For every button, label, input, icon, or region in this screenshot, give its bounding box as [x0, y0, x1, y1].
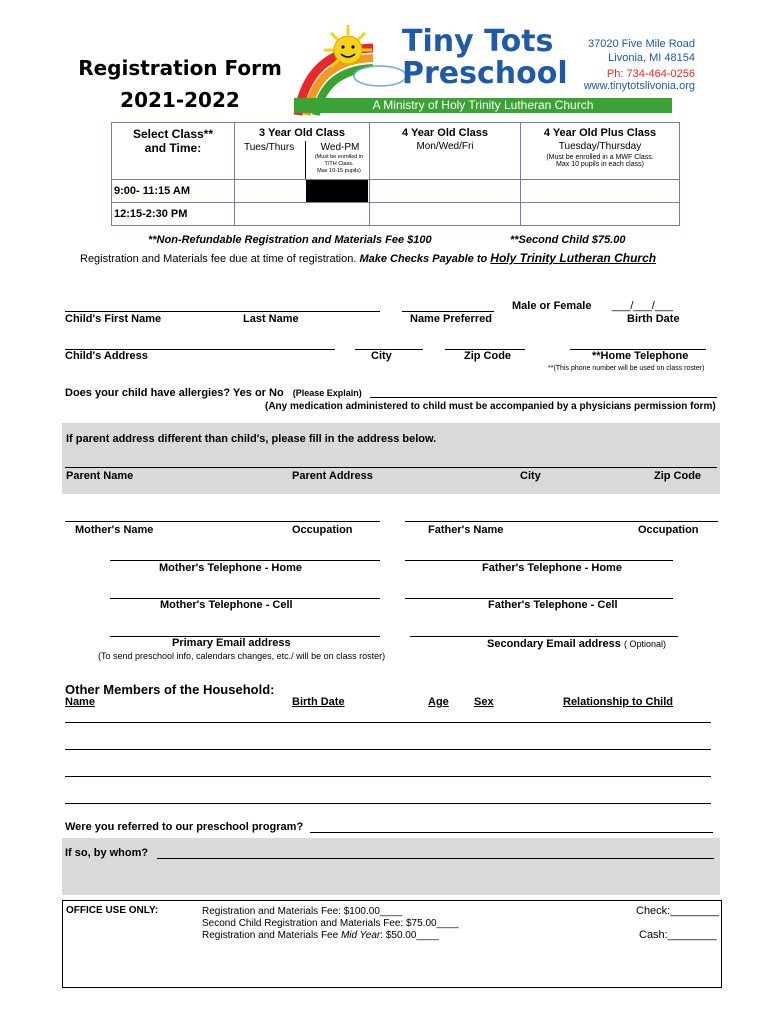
child-last-name-label: Last Name	[243, 313, 299, 325]
parent-address-label: Parent Address	[292, 470, 373, 482]
office-fee-3-midyear: Mid Year	[340, 930, 381, 941]
mother-occupation-label: Occupation	[292, 524, 353, 536]
school-website[interactable]: www.tinytotslivonia.org	[583, 80, 695, 92]
three-year-header	[235, 123, 370, 180]
household-birth-header: Birth Date	[292, 696, 345, 708]
school-address-2: Livonia, MI 48154	[608, 52, 695, 64]
office-use-label: OFFICE USE ONLY:	[66, 905, 159, 916]
optional-label: ( Optional)	[623, 639, 666, 649]
four-year-title: 4 Year Old Class	[401, 127, 489, 139]
father-occupation-label: Occupation	[638, 524, 699, 536]
parent-address-intro: If parent address different than child's, please fill in the address below.	[66, 433, 437, 445]
parent-city-label: City	[520, 470, 541, 482]
office-fee-3-a: Registration and Materials Fee	[202, 930, 339, 941]
parent-address-line[interactable]	[65, 467, 717, 468]
four-year-header	[370, 123, 521, 180]
primary-email-label: Primary Email address	[172, 637, 291, 649]
school-phone: Ph: 734-464-0256	[606, 68, 695, 80]
form-title: Registration Form	[78, 56, 282, 80]
male-female-label: Male or Female	[512, 300, 592, 312]
household-row-2[interactable]	[65, 749, 711, 750]
mother-line[interactable]	[65, 521, 380, 522]
four-plus-days: Tuesday/Thursday	[558, 141, 642, 152]
household-relationship-header: Relationship to Child	[563, 696, 673, 708]
mother-home-line[interactable]	[110, 560, 380, 561]
referral-section	[62, 838, 720, 895]
household-row-4[interactable]	[65, 803, 711, 804]
three-year-pm-cell[interactable]	[235, 203, 370, 226]
name-preferred-line[interactable]	[402, 311, 494, 312]
four-plus-note-1: (Must be enrolled in a MWF Class.	[546, 154, 654, 161]
referral-question: Were you referred to our preschool program?	[65, 821, 304, 833]
four-plus-pm-cell[interactable]	[521, 203, 680, 226]
referral-line[interactable]	[310, 832, 713, 833]
logo-tiny-tots: Tiny Tots	[402, 24, 554, 59]
child-address-label: Child's Address	[65, 350, 148, 362]
fee-due-text: Registration and Materials fee due at time of registration.	[80, 253, 357, 265]
email-usage-note: (To send preschool info, calendars changes, etc./ will be on class roster)	[98, 651, 386, 661]
child-first-name-label: Child's First Name	[65, 313, 162, 325]
referral-by-whom: If so, by whom?	[65, 847, 149, 859]
three-year-days-a: Tues/Thurs	[244, 142, 295, 153]
four-year-pm-cell[interactable]	[370, 203, 521, 226]
father-cell-label: Father's Telephone - Cell	[488, 599, 618, 611]
four-plus-note-2: Max 10 pupils in each class)	[556, 161, 644, 168]
mother-cell-label: Mother's Telephone - Cell	[160, 599, 293, 611]
allergies-question: Does your child have allergies? Yes or No	[65, 387, 284, 399]
office-fee-3-c: : $50.00____	[380, 930, 439, 941]
allergies-line[interactable]	[370, 397, 717, 398]
mothers-name-label: Mother's Name	[75, 524, 154, 536]
name-preferred-label: Name Preferred	[410, 313, 492, 325]
checks-payable: Make Checks Payable to	[359, 253, 488, 265]
three-year-am-cell[interactable]	[235, 180, 370, 203]
phone-roster-note: **(This phone number will be used on class roster)	[548, 365, 705, 372]
birth-date-blank[interactable]: ___/___/___	[612, 300, 674, 312]
school-year: 2021-2022	[120, 88, 240, 112]
referral-by-whom-line[interactable]	[157, 858, 714, 859]
time-slot-am: 9:00- 11:15 AM	[112, 180, 235, 203]
household-age-header: Age	[428, 696, 449, 708]
time-slot-pm: 12:15-2:30 PM	[112, 203, 235, 226]
mother-home-phone-label: Mother's Telephone - Home	[159, 562, 302, 574]
four-plus-header	[521, 123, 680, 180]
fathers-name-label: Father's Name	[428, 524, 504, 536]
church-name: Holy Trinity Lutheran Church	[490, 251, 657, 265]
secondary-email-line[interactable]	[410, 636, 678, 637]
father-home-line[interactable]	[405, 560, 673, 561]
second-child-fee: **Second Child $75.00	[510, 234, 626, 246]
household-name-header: Name	[65, 696, 95, 708]
three-year-days-b: Wed-PM	[320, 142, 360, 153]
four-plus-title: 4 Year Old Plus Class	[543, 127, 657, 139]
three-year-note-2: T/TH Class.	[324, 161, 354, 167]
select-time-label: and Time:	[144, 141, 202, 155]
four-year-am-cell[interactable]	[370, 180, 521, 203]
three-year-title: 3 Year Old Class	[258, 127, 346, 139]
parent-zip-label: Zip Code	[654, 470, 702, 482]
household-heading: Other Members of the Household:	[65, 682, 275, 697]
class-schedule-table	[111, 122, 680, 226]
office-fee-2: Second Child Registration and Materials Fee: $75.00____	[202, 918, 459, 929]
four-plus-am-cell[interactable]	[521, 180, 680, 203]
child-name-line[interactable]	[65, 311, 380, 312]
home-phone-label: **Home Telephone	[592, 350, 689, 362]
unavailable-slot	[306, 180, 368, 202]
household-row-1[interactable]	[65, 722, 711, 723]
city-label: City	[371, 350, 392, 362]
parent-name-label: Parent Name	[66, 470, 134, 482]
medication-note: (Any medication administered to child must be accompanied by a physicians permission form)	[265, 401, 716, 412]
three-year-note-3: Max 10-15 pupils)	[317, 168, 361, 174]
household-row-3[interactable]	[65, 776, 711, 777]
father-line[interactable]	[405, 521, 718, 522]
ministry-bar: A Ministry of Holy Trinity Lutheran Church	[294, 98, 672, 113]
select-class-cell	[112, 123, 235, 180]
birth-date-label: Birth Date	[627, 313, 680, 325]
three-year-note-1: (Must be enrolled in	[314, 154, 364, 160]
logo-preschool: Preschool	[402, 56, 568, 91]
office-cash[interactable]: Cash:________	[639, 929, 717, 941]
secondary-email-label: Secondary Email address	[487, 638, 621, 650]
please-explain-label: (Please Explain)	[292, 388, 362, 398]
fee-note: **Non-Refundable Registration and Materials Fee $100	[148, 234, 432, 246]
zip-label: Zip Code	[464, 350, 512, 362]
school-address-1: 37020 Five Mile Road	[587, 38, 695, 50]
office-fee-1: Registration and Materials Fee: $100.00____	[202, 906, 403, 917]
select-class-label: Select Class**	[132, 127, 214, 141]
father-home-phone-label: Father's Telephone - Home	[482, 562, 622, 574]
four-year-days: Mon/Wed/Fri	[416, 141, 474, 152]
household-sex-header: Sex	[474, 696, 494, 708]
office-check[interactable]: Check:________	[636, 905, 720, 917]
